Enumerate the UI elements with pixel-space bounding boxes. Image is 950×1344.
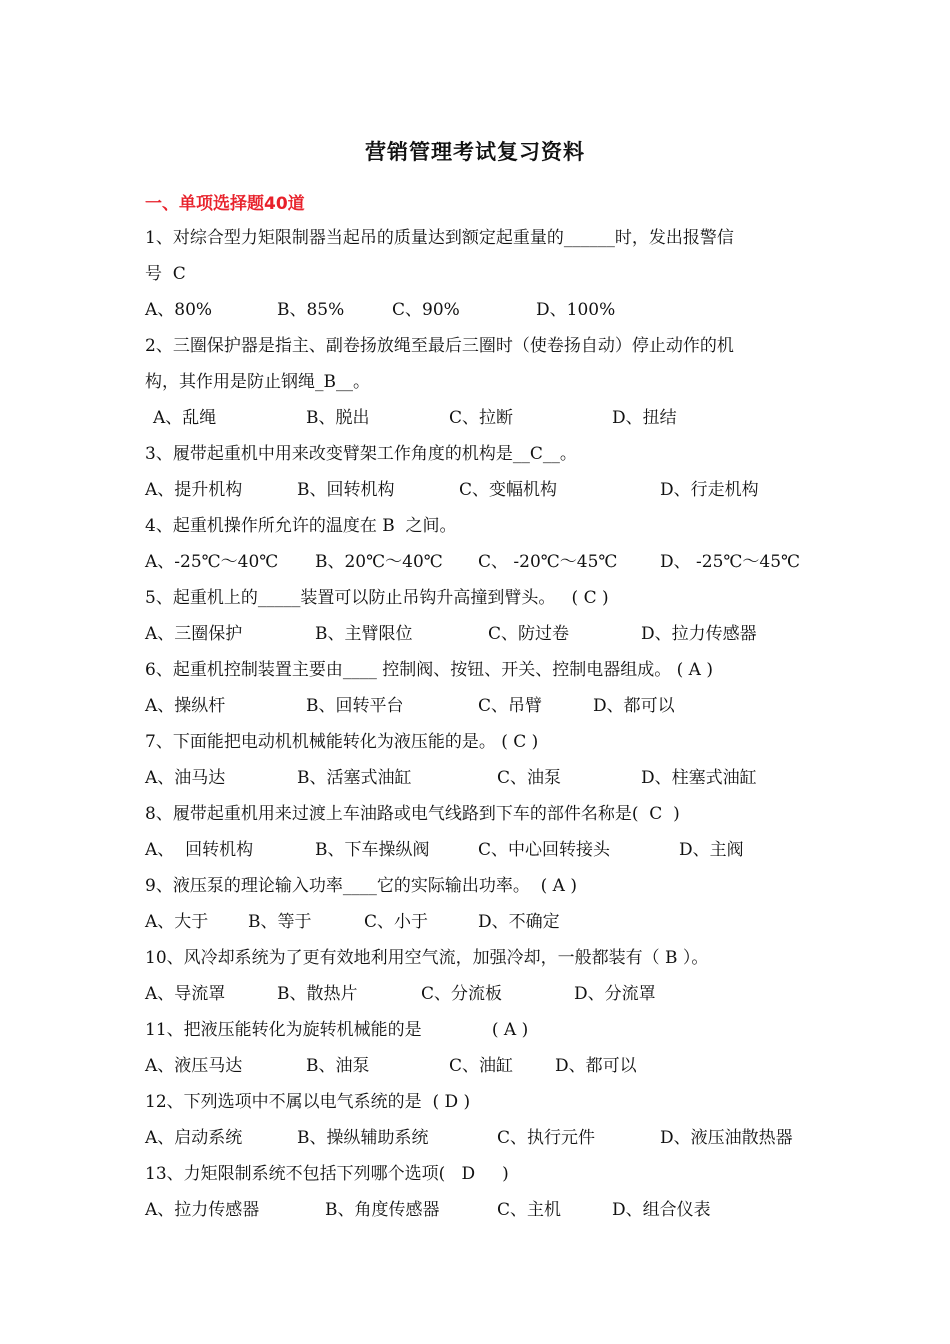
option-c: C、中心回转接头	[478, 840, 611, 860]
option-d: D、行走机构	[660, 480, 759, 500]
option-c: C、拉断	[449, 408, 514, 428]
option-b: B、下车操纵阀	[315, 840, 430, 860]
question-line: 构，其作用是防止钢绳_B__。	[145, 372, 370, 392]
question-line: 12、下列选项中不属以电气系统的是 ( D )	[145, 1092, 471, 1112]
option-c: C、油泵	[497, 768, 562, 788]
option-a: A、启动系统	[145, 1128, 243, 1148]
option-c: C、变幅机构	[459, 480, 558, 500]
question-line: 号 C	[145, 264, 186, 284]
option-d: D、柱塞式油缸	[641, 768, 757, 788]
question-line: 4、起重机操作所允许的温度在 B 之间。	[145, 516, 457, 536]
question-line: 9、液压泵的理论输入功率____它的实际输出功率。 ( A )	[145, 876, 577, 896]
option-c: C、小于	[364, 912, 429, 932]
option-b: B、85%	[277, 300, 345, 320]
option-d: D、组合仪表	[612, 1200, 711, 1220]
option-d: D、都可以	[593, 696, 675, 716]
option-a: A、液压马达	[145, 1056, 243, 1076]
question-line: 8、履带起重机用来过渡上车油路或电气线路到下车的部件名称是( C )	[145, 804, 680, 824]
option-d: D、主阀	[679, 840, 744, 860]
option-b: B、油泵	[306, 1056, 370, 1076]
option-d: D、不确定	[478, 912, 560, 932]
option-b: B、活塞式油缸	[297, 768, 412, 788]
option-a: A、拉力传感器	[145, 1200, 260, 1220]
option-b: B、20℃～40℃	[315, 552, 443, 572]
question-line: 11、把液压能转化为旋转机械能的是 ( A )	[145, 1020, 529, 1040]
option-b: B、角度传感器	[325, 1200, 440, 1220]
option-b: B、等于	[248, 912, 312, 932]
option-c: C、 -20℃～45℃	[478, 552, 618, 572]
option-d: D、拉力传感器	[641, 624, 757, 644]
question-line: 1、对综合型力矩限制器当起吊的质量达到额定起重量的______时，发出报警信	[145, 228, 734, 248]
option-c: C、油缸	[449, 1056, 514, 1076]
question-line: 5、起重机上的_____装置可以防止吊钩升高撞到臂头。 ( C )	[145, 588, 609, 608]
option-c: C、90%	[392, 300, 460, 320]
option-a: A、80%	[145, 300, 213, 320]
option-d: D、100%	[536, 300, 616, 320]
question-line: 2、三圈保护器是指主、副卷扬放绳至最后三圈时（使卷扬自动）停止动作的机	[145, 336, 734, 356]
option-a: A、乱绳	[153, 408, 217, 428]
option-d: D、 -25℃～45℃	[660, 552, 801, 572]
option-c: C、执行元件	[497, 1128, 596, 1148]
option-a: A、三圈保护	[145, 624, 243, 644]
option-b: B、回转平台	[306, 696, 404, 716]
option-a: A、操纵杆	[145, 696, 226, 716]
question-line: 3、履带起重机中用来改变臂架工作角度的机构是__C__。	[145, 444, 577, 464]
option-c: C、防过卷	[488, 624, 570, 644]
option-b: B、散热片	[277, 984, 358, 1004]
option-a: A、提升机构	[145, 480, 243, 500]
section-heading: 一、单项选择题40道	[145, 194, 305, 214]
option-a: A、大于	[145, 912, 209, 932]
option-b: B、操纵辅助系统	[297, 1128, 429, 1148]
question-line: 13、力矩限制系统不包括下列哪个选项( D )	[145, 1164, 509, 1184]
option-d: D、都可以	[555, 1056, 637, 1076]
option-a: A、 回转机构	[145, 840, 254, 860]
option-d: D、分流罩	[574, 984, 656, 1004]
page-title: 营销管理考试复习资料	[365, 140, 585, 164]
question-line: 7、下面能把电动机机械能转化为液压能的是。 ( C )	[145, 732, 539, 752]
option-b: B、主臂限位	[315, 624, 413, 644]
question-line: 6、起重机控制装置主要由____ 控制阀、按钮、开关、控制电器组成。 ( A )	[145, 660, 713, 680]
option-a: A、-25℃～40℃	[145, 552, 279, 572]
option-a: A、导流罩	[145, 984, 226, 1004]
option-a: A、油马达	[145, 768, 226, 788]
option-d: D、液压油散热器	[660, 1128, 793, 1148]
option-b: B、脱出	[306, 408, 370, 428]
option-c: C、吊臂	[478, 696, 543, 716]
option-b: B、回转机构	[297, 480, 395, 500]
option-c: C、主机	[497, 1200, 562, 1220]
question-line: 10、风冷却系统为了更有效地利用空气流，加强冷却，一般都装有（ B ）。	[145, 948, 709, 968]
option-d: D、扭结	[612, 408, 677, 428]
option-c: C、分流板	[421, 984, 503, 1004]
